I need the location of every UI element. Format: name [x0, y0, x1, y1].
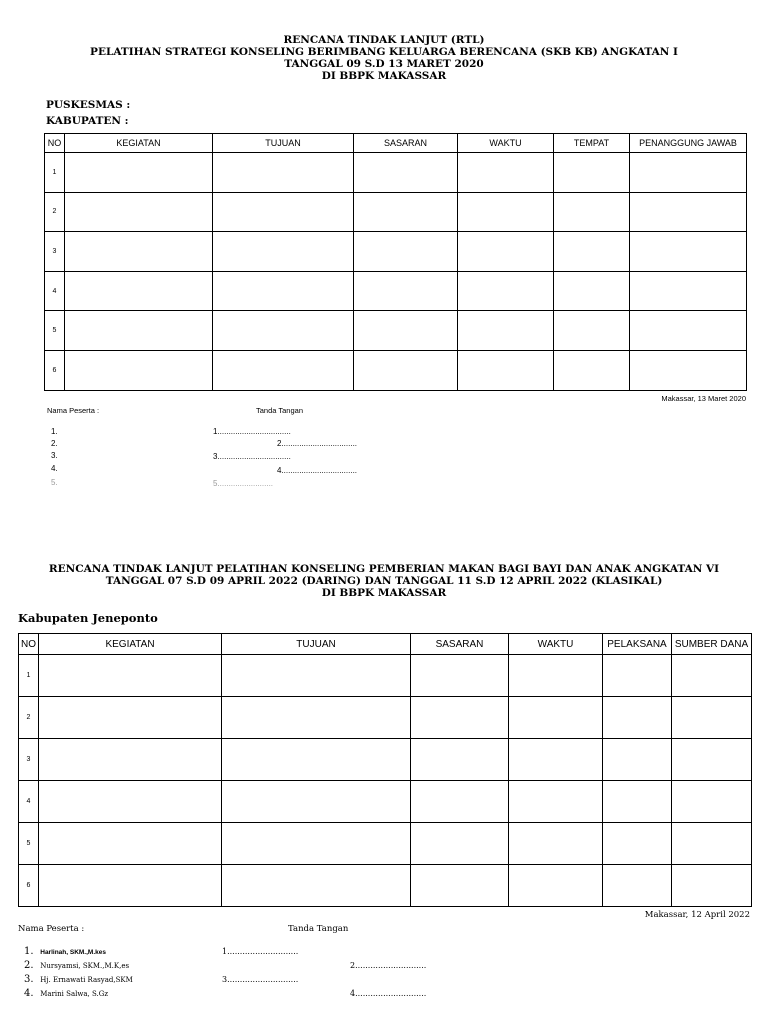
form1-title-line-2: PELATIHAN STRATEGI KONSELING BERIMBANG KELUARGA BERENCANA (SKB KB) ANGKATAN I — [90, 46, 678, 58]
kegiatan-cell[interactable] — [65, 311, 213, 351]
form1-signature-line[interactable]: 1................................. — [213, 427, 291, 436]
table-row — [45, 271, 747, 311]
pelaksana-cell[interactable] — [603, 697, 672, 739]
form2-title-line-3: DI BBPK MAKASSAR — [321, 587, 447, 599]
penanggung-jawab-cell[interactable] — [630, 192, 747, 232]
sasaran-cell[interactable] — [411, 655, 509, 697]
row-number: 6 — [19, 865, 39, 907]
row-number: 1 — [45, 153, 65, 193]
tujuan-cell[interactable] — [213, 232, 354, 272]
form2-title-line-1: RENCANA TINDAK LANJUT PELATIHAN KONSELING PEMBERIAN MAKAN BAGI BAYI DAN ANAK ANGKATAN VI — [48, 563, 720, 575]
kegiatan-cell[interactable] — [65, 232, 213, 272]
sasaran-cell[interactable] — [411, 823, 509, 865]
form1-title-line-4: DI BBPK MAKASSAR — [321, 70, 447, 82]
table-row — [45, 232, 747, 272]
row-number: 3 — [19, 739, 39, 781]
kegiatan-cell[interactable] — [39, 697, 222, 739]
penanggung-jawab-cell[interactable] — [630, 271, 747, 311]
sasaran-cell[interactable] — [354, 153, 458, 193]
row-number: 4 — [19, 781, 39, 823]
sasaran-cell[interactable] — [411, 739, 509, 781]
kegiatan-cell[interactable] — [39, 655, 222, 697]
form1-signature-line[interactable]: 5......................... — [213, 479, 274, 488]
tujuan-cell[interactable] — [222, 823, 411, 865]
form1-title — [0, 34, 768, 82]
penanggung-jawab-cell[interactable] — [630, 232, 747, 272]
tempat-cell[interactable] — [554, 232, 630, 272]
table-row — [19, 655, 752, 697]
waktu-cell[interactable] — [458, 311, 554, 351]
form2-participant-4 — [24, 988, 108, 999]
row-number: 5 — [19, 823, 39, 865]
form1-col-no: NO — [45, 134, 65, 153]
kegiatan-cell[interactable] — [39, 739, 222, 781]
tempat-cell[interactable] — [554, 350, 630, 390]
sumber-dana-cell[interactable] — [672, 823, 752, 865]
participant-name: Harlinah, SKM.,M.kes — [40, 949, 106, 956]
form2-col-kegiatan: KEGIATAN — [39, 634, 222, 655]
form1-participant-number: 3. — [51, 451, 58, 460]
participant-number: 2. — [24, 960, 34, 971]
tujuan-cell[interactable] — [222, 781, 411, 823]
tempat-cell[interactable] — [554, 153, 630, 193]
row-number: 3 — [45, 232, 65, 272]
waktu-cell[interactable] — [458, 192, 554, 232]
form1-col-sasaran: SASARAN — [354, 134, 458, 153]
kegiatan-cell[interactable] — [39, 823, 222, 865]
form1-col-waktu: WAKTU — [458, 134, 554, 153]
participant-name: Hj. Ernawati Rasyad,SKM — [40, 976, 133, 984]
kegiatan-cell[interactable] — [65, 271, 213, 311]
kegiatan-cell[interactable] — [39, 781, 222, 823]
tujuan-cell[interactable] — [213, 350, 354, 390]
participant-number: 3. — [24, 974, 34, 985]
waktu-cell[interactable] — [509, 865, 603, 907]
form1-participant-number: 1. — [51, 427, 58, 436]
waktu-cell[interactable] — [458, 271, 554, 311]
tujuan-cell[interactable] — [213, 311, 354, 351]
row-number: 5 — [45, 311, 65, 351]
pelaksana-cell[interactable] — [603, 865, 672, 907]
form1-signature-line[interactable]: 2.................................. — [277, 439, 358, 448]
sasaran-cell[interactable] — [411, 697, 509, 739]
penanggung-jawab-cell[interactable] — [630, 350, 747, 390]
waktu-cell[interactable] — [458, 153, 554, 193]
waktu-cell[interactable] — [509, 655, 603, 697]
tempat-cell[interactable] — [554, 192, 630, 232]
form2-col-no: NO — [19, 634, 39, 655]
form2-kabupaten: Kabupaten Jeneponto — [18, 611, 158, 625]
table-row — [45, 311, 747, 351]
table-row — [45, 192, 747, 232]
form2-col-sasaran: SASARAN — [411, 634, 509, 655]
form1-signature-line[interactable]: 3................................. — [213, 452, 291, 461]
form1-col-tempat: TEMPAT — [554, 134, 630, 153]
waktu-cell[interactable] — [509, 739, 603, 781]
waktu-cell[interactable] — [509, 823, 603, 865]
sasaran-cell[interactable] — [354, 232, 458, 272]
form1-tanda-tangan-label: Tanda Tangan — [256, 406, 303, 415]
form2-place-date: Makassar, 12 April 2022 — [644, 910, 750, 920]
waktu-cell[interactable] — [509, 781, 603, 823]
sasaran-cell[interactable] — [354, 192, 458, 232]
penanggung-jawab-cell[interactable] — [630, 153, 747, 193]
kegiatan-cell[interactable] — [65, 350, 213, 390]
table-row — [19, 823, 752, 865]
sumber-dana-cell[interactable] — [672, 655, 752, 697]
waktu-cell[interactable] — [509, 697, 603, 739]
sumber-dana-cell[interactable] — [672, 739, 752, 781]
sasaran-cell[interactable] — [411, 781, 509, 823]
table-row — [19, 697, 752, 739]
sumber-dana-cell[interactable] — [672, 865, 752, 907]
form2-tanda-tangan-label: Tanda Tangan — [288, 924, 349, 934]
sasaran-cell[interactable] — [354, 271, 458, 311]
kegiatan-cell[interactable] — [39, 865, 222, 907]
table-row — [45, 350, 747, 390]
row-number: 2 — [19, 697, 39, 739]
row-number: 6 — [45, 350, 65, 390]
form2-signature-line[interactable]: 3............................ — [222, 975, 299, 984]
form2-col-pelaksana: PELAKSANA — [603, 634, 672, 655]
tujuan-cell[interactable] — [222, 865, 411, 907]
waktu-cell[interactable] — [458, 232, 554, 272]
pelaksana-cell[interactable] — [603, 655, 672, 697]
waktu-cell[interactable] — [458, 350, 554, 390]
sumber-dana-cell[interactable] — [672, 781, 752, 823]
row-number: 4 — [45, 271, 65, 311]
form1-puskesmas-label: PUSKESMAS : — [46, 99, 131, 111]
table-row — [19, 865, 752, 907]
participant-name: Nursyamsi, SKM.,M.K,es — [40, 962, 130, 970]
form1-place-date: Makassar, 13 Maret 2020 — [661, 394, 746, 403]
form2-signature-line[interactable]: 4............................ — [350, 989, 427, 998]
pelaksana-cell[interactable] — [603, 781, 672, 823]
table-row — [19, 781, 752, 823]
sasaran-cell[interactable] — [411, 865, 509, 907]
form2-participant-1 — [24, 946, 106, 957]
tempat-cell[interactable] — [554, 271, 630, 311]
form2-nama-peserta-label: Nama Peserta : — [18, 924, 85, 934]
tujuan-cell[interactable] — [222, 655, 411, 697]
tujuan-cell[interactable] — [213, 271, 354, 311]
form2-rtl-table — [18, 633, 752, 907]
form1-title-line-3: TANGGAL 09 S.D 13 MARET 2020 — [284, 58, 484, 70]
form2-title-line-2: TANGGAL 07 S.D 09 APRIL 2022 (DARING) DAN TANGGAL 11 S.D 12 APRIL 2022 (KLASIKAL) — [105, 575, 663, 587]
kegiatan-cell[interactable] — [65, 192, 213, 232]
pelaksana-cell[interactable] — [603, 739, 672, 781]
form2-title — [0, 563, 768, 599]
penanggung-jawab-cell[interactable] — [630, 311, 747, 351]
form2-participant-2 — [24, 960, 129, 971]
table-row — [45, 153, 747, 193]
form2-table-header — [19, 634, 752, 655]
form1-participant-number: 2. — [51, 439, 58, 448]
pelaksana-cell[interactable] — [603, 823, 672, 865]
form1-title-line-1: RENCANA TINDAK LANJUT (RTL) — [283, 34, 485, 46]
table-row — [19, 739, 752, 781]
row-number: 2 — [45, 192, 65, 232]
tujuan-cell[interactable] — [213, 192, 354, 232]
form2-col-sumber-dana: SUMBER DANA — [672, 634, 752, 655]
kegiatan-cell[interactable] — [65, 153, 213, 193]
form2-signature-line[interactable]: 1............................ — [222, 947, 299, 956]
form1-participant-number: 5. — [51, 478, 58, 487]
form2-signature-line[interactable]: 2............................ — [350, 961, 427, 970]
sasaran-cell[interactable] — [354, 311, 458, 351]
form1-table-header — [45, 134, 747, 153]
form1-participant-number: 4. — [51, 464, 58, 473]
tujuan-cell[interactable] — [213, 153, 354, 193]
participant-number: 4. — [24, 988, 34, 999]
form1-signature-line[interactable]: 4.................................. — [277, 466, 358, 475]
form1-col-penanggung-jawab: PENANGGUNG JAWAB — [630, 134, 747, 153]
tempat-cell[interactable] — [554, 311, 630, 351]
form1-nama-peserta-label: Nama Peserta : — [47, 406, 100, 415]
sumber-dana-cell[interactable] — [672, 697, 752, 739]
participant-number: 1. — [24, 946, 34, 957]
form1-kabupaten-label: KABUPATEN : — [46, 115, 129, 127]
form1-rtl-table — [44, 133, 747, 391]
participant-name: Marini Salwa, S.Gz — [40, 990, 109, 998]
sasaran-cell[interactable] — [354, 350, 458, 390]
row-number: 1 — [19, 655, 39, 697]
tujuan-cell[interactable] — [222, 739, 411, 781]
form1-col-kegiatan: KEGIATAN — [65, 134, 213, 153]
form2-col-waktu: WAKTU — [509, 634, 603, 655]
tujuan-cell[interactable] — [222, 697, 411, 739]
form1-col-tujuan: TUJUAN — [213, 134, 354, 153]
form2-col-tujuan: TUJUAN — [222, 634, 411, 655]
form2-participant-3 — [24, 974, 133, 985]
